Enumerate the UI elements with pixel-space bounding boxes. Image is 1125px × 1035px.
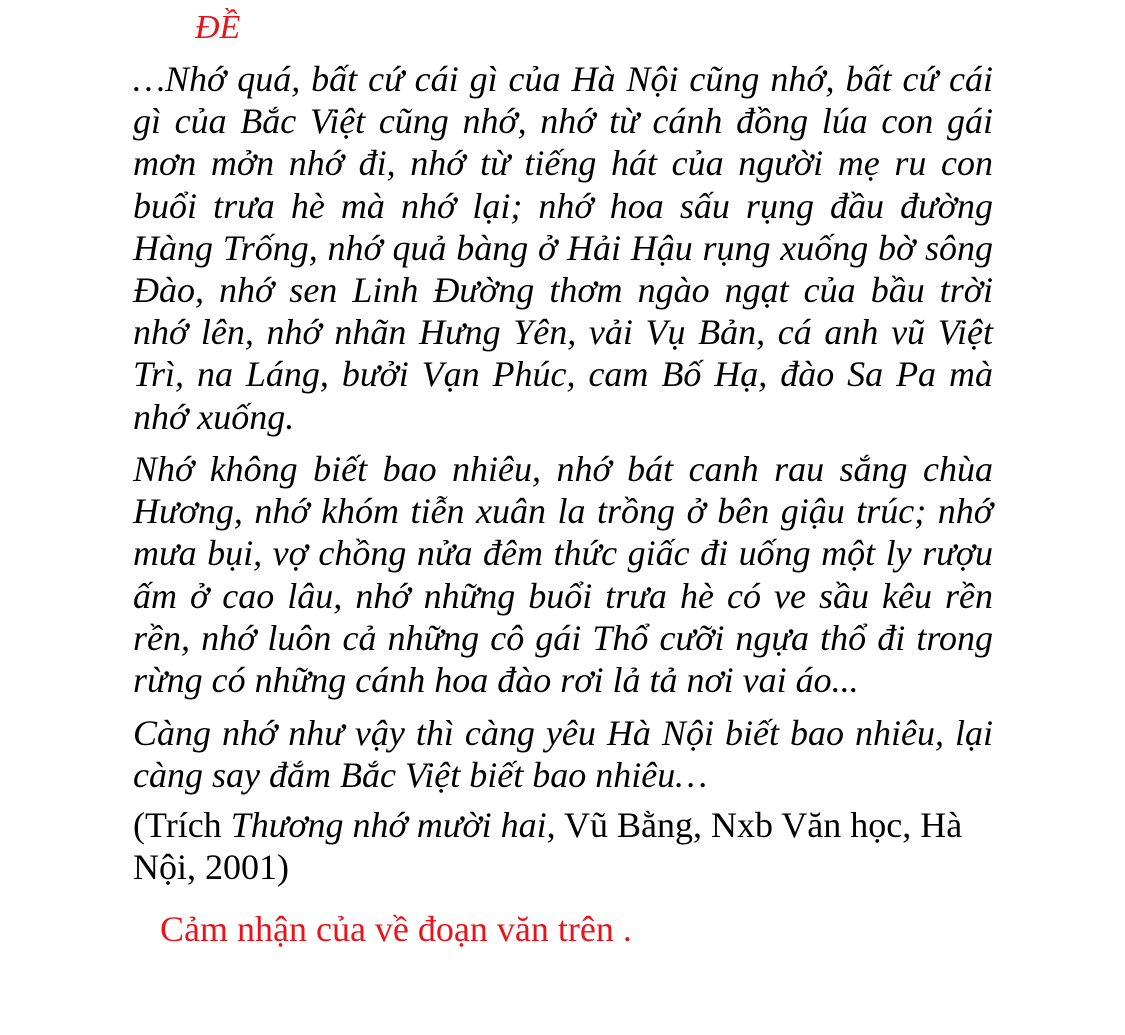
citation-book-title: Thương nhớ mười hai xyxy=(230,805,547,845)
assignment-prompt: Cảm nhận của về đoạn văn trên . xyxy=(160,909,632,949)
page-title: ĐỀ xyxy=(195,9,241,46)
passage-paragraph-3: Càng nhớ như vậy thì càng yêu Hà Nội biết bao nhiêu, lại càng say đắm Bắc Việt biết bao nhiêu… xyxy=(133,713,993,796)
citation-prefix: (Trích xyxy=(133,805,231,845)
passage-paragraph-1: …Nhớ quá, bất cứ cái gì của Hà Nội cũng nhớ, bất cứ cái gì của Bắc Việt cũng nhớ, nhớ từ cánh đồng lúa con gái mơn mởn nhớ đi, nhớ từ tiếng hát của người mẹ ru con buổi trưa hè mà nhớ lại; nhớ hoa sấu rụng đầu đường Hàng Trống, nhớ quả bàng ở Hải Hậu rụng xuống bờ sông Đào, nhớ sen Linh Đường thơm ngào ngạt của bầu trời nhớ lên, nhớ nhãn Hưng Yên, vải Vụ Bản, cá anh vũ Việt Trì, na Láng, bưởi Vạn Phúc, cam Bố Hạ, đào Sa Pa mà nhớ xuống. xyxy=(133,59,993,437)
source-citation xyxy=(133,804,993,888)
citation-suffix: , Vũ Bằng, Nxb Văn học, Hà Nội, 2001) xyxy=(133,805,963,888)
passage-paragraph-2: Nhớ không biết bao nhiêu, nhớ bát canh rau sắng chùa Hương, nhớ khóm tiễn xuân la trồng ở bên giậu trúc; nhớ mưa bụi, vợ chồng nửa đêm thức giấc đi uống một ly rượu ấm ở cao lâu, nhớ những buổi trưa hè có ve sầu kêu rền rền, nhớ luôn cả những cô gái Thổ cưỡi ngựa thổ đi trong rừng có những cánh hoa đào rơi lả tả nơi vai áo... xyxy=(133,449,993,701)
